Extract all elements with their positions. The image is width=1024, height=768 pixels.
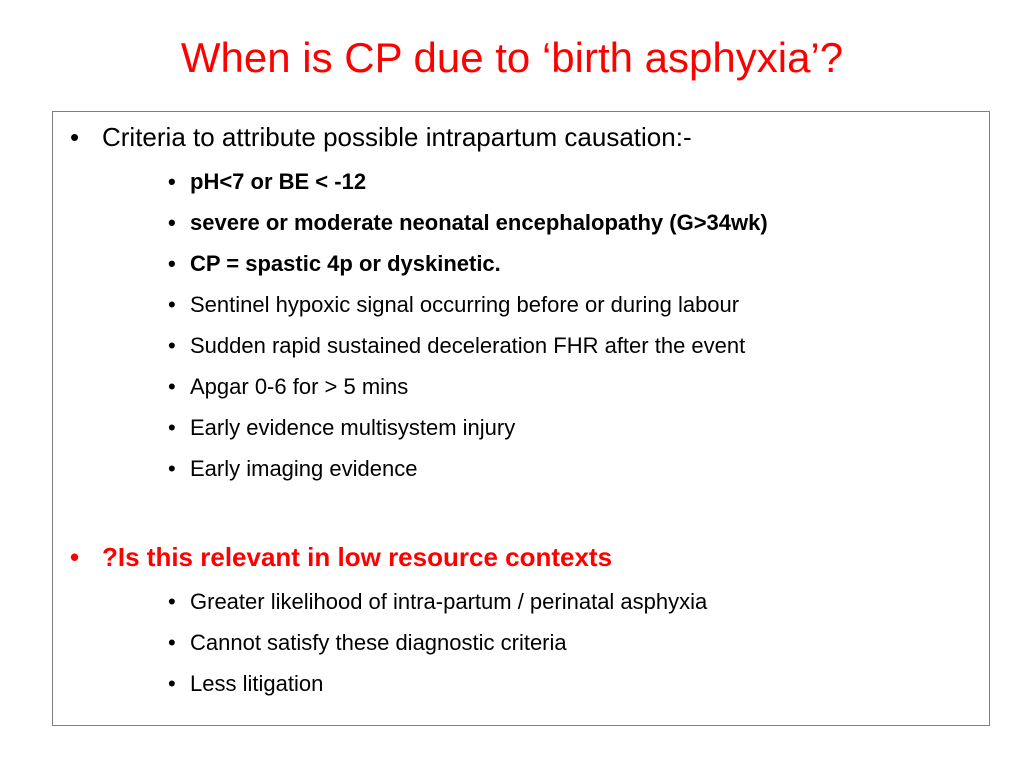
list-item (168, 588, 708, 616)
list-item-text: pH<7 or BE < -12 (190, 169, 367, 194)
list-item (168, 373, 409, 401)
bullet-icon: • (70, 122, 80, 152)
list-item-text: Greater likelihood of intra-partum / perinatal asphyxia (190, 589, 708, 614)
list-item-text: Sudden rapid sustained deceleration FHR after the event (190, 333, 746, 358)
bullet-icon: • (168, 671, 176, 696)
section-heading-text: Criteria to attribute possible intrapartum causation:- (102, 122, 692, 152)
bullet-icon: • (168, 630, 176, 655)
list-item-text: severe or moderate neonatal encephalopathy (G>34wk) (190, 210, 768, 235)
list-item-text: Sentinel hypoxic signal occurring before or during labour (190, 292, 740, 317)
list-item (168, 414, 516, 442)
bullet-icon: • (168, 333, 176, 358)
list-item (168, 455, 418, 483)
list-item-text: Apgar 0-6 for > 5 mins (190, 374, 409, 399)
section-heading-low-resource (70, 541, 613, 573)
list-item-text: Cannot satisfy these diagnostic criteria (190, 630, 567, 655)
bullet-icon: • (168, 415, 176, 440)
bullet-icon: • (168, 251, 176, 276)
section-heading-criteria (70, 121, 692, 153)
bullet-icon: • (168, 374, 176, 399)
list-item (168, 670, 324, 698)
list-item-text: Early evidence multisystem injury (190, 415, 516, 440)
list-item (168, 629, 567, 657)
list-item (168, 209, 768, 237)
list-item-text: Less litigation (190, 671, 324, 696)
list-item (168, 332, 746, 360)
list-item-text: Early imaging evidence (190, 456, 418, 481)
bullet-icon: • (168, 292, 176, 317)
section-heading-text: ?Is this relevant in low resource contexts (102, 542, 613, 572)
bullet-icon: • (168, 589, 176, 614)
list-item (168, 168, 367, 196)
bullet-icon: • (168, 456, 176, 481)
list-item (168, 250, 501, 278)
bullet-icon: • (168, 169, 176, 194)
bullet-icon: • (168, 210, 176, 235)
list-item-text: CP = spastic 4p or dyskinetic. (190, 251, 501, 276)
slide-title: When is CP due to ‘birth asphyxia’? (180, 34, 844, 81)
list-item (168, 291, 740, 319)
bullet-icon: • (70, 542, 80, 572)
